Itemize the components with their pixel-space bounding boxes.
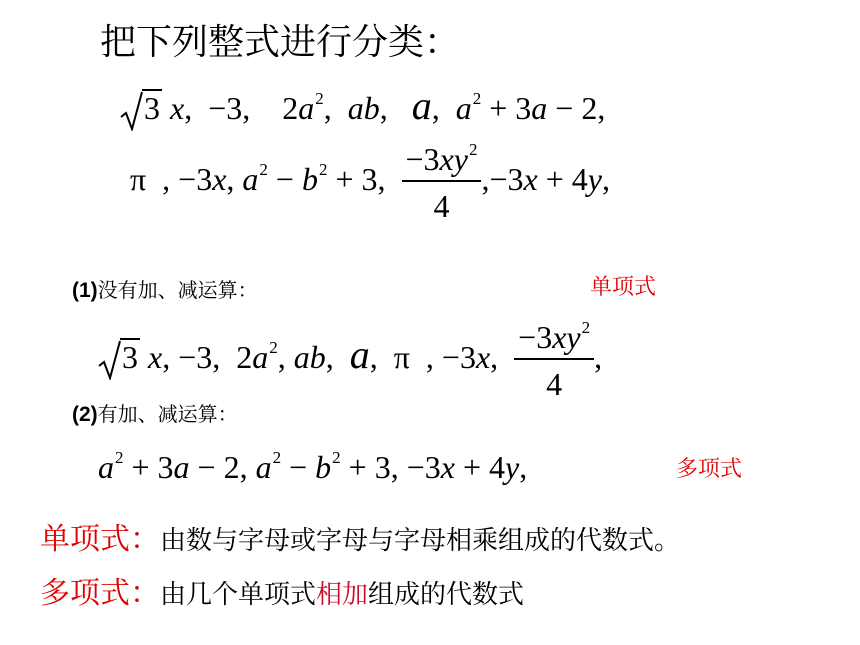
- monomial-definition-text: 由数与字母或字母与字母相乘组成的代数式。: [160, 526, 681, 556]
- monomial-definition: [40, 514, 680, 558]
- polynomial-list: $a^2 + 3a - 2$, $a^2 - b^2 + 3$, −3x + 4y,: [98, 448, 528, 485]
- polynomial-tag: 多项式: [676, 457, 743, 482]
- monomial-list: 3 x, −3, $2a^2$, ab, a, π , −3x, $\frac{-3xy^2}{4}$ ,: [98, 318, 602, 403]
- sqrt-3: 3: [120, 89, 162, 127]
- section-2-heading: (2)有加、减运算：: [72, 402, 238, 426]
- section-1-heading: (1)没有加、减运算：: [72, 278, 258, 302]
- fraction: $\frac{-3xy^2}{4}$: [402, 140, 482, 225]
- polynomial-definition-label: 多项式：: [40, 576, 160, 611]
- expression-list-line-1: 3 x, −3, $2a^2$, ab, a, $a^2 + 3a - 2$,: [120, 82, 605, 129]
- highlight-text: 相加: [316, 580, 369, 610]
- polynomial-definition: 多项式：由几个单项式相加组成的代数式: [40, 576, 525, 611]
- monomial-definition-label: 单项式：: [40, 522, 160, 557]
- page-title: 把下列整式进行分类：: [100, 22, 461, 63]
- monomial-tag: 单项式: [590, 275, 657, 300]
- expression-list-line-2: π , −3x, $a^2 - b^2 + 3$, $\frac{-3xy^2}{4}$ ,−3x + 4y,: [130, 140, 610, 224]
